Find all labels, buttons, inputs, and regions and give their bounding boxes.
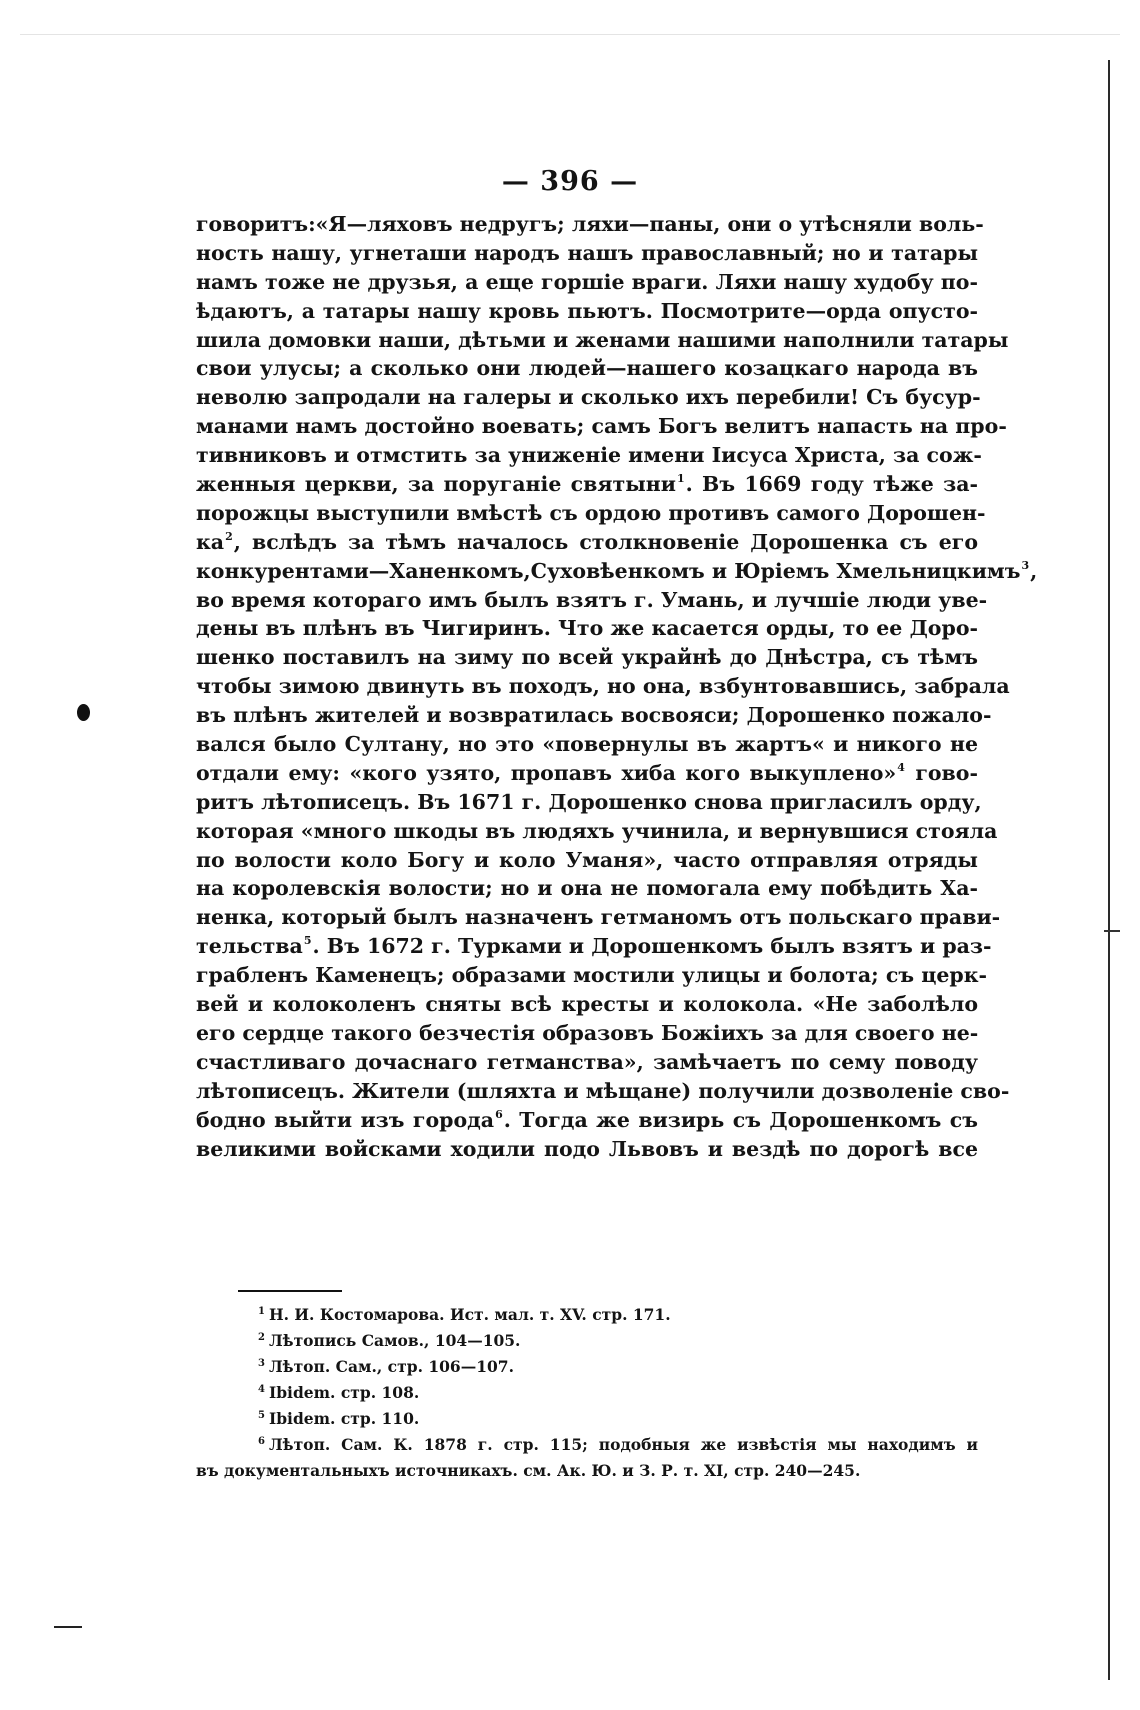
line-text: вался было Султану, но это «повернулы въ жартъ« и никого не xyxy=(196,732,978,757)
footnote-number: 4 xyxy=(258,1384,265,1395)
text-line xyxy=(196,1048,978,1077)
text-line xyxy=(196,903,1001,932)
line-text: тивниковъ и отмстить за униженіе имени Іисуса Христа, за сож- xyxy=(196,443,982,468)
line-text: говоритъ:«Я—ляховъ недругъ; ляхи—паны, они о утѣсняли воль- xyxy=(196,212,984,236)
footnote-number: 2 xyxy=(258,1332,265,1343)
text-line xyxy=(196,643,978,672)
text-line xyxy=(196,990,978,1019)
footnote-continuation: въ документальныхъ источникахъ. см. Ак. Ю. и З. Р. т. XI, стр. 240—245. xyxy=(196,1461,861,1480)
text-line xyxy=(196,470,978,499)
line-text: неволю запродали на галеры и сколько ихъ перебили! Съ бусур- xyxy=(196,385,981,410)
line-text: свои улусы; а сколько они людей—нашего козацкаго народа въ xyxy=(196,356,978,381)
line-text: его сердце такого безчестія образовъ Божіихъ за для своего не- xyxy=(196,1020,979,1045)
footnote-marker: 4 xyxy=(897,760,905,774)
text-line xyxy=(196,412,1007,441)
page-number: — 396 — xyxy=(501,166,639,197)
line-text: ѣдаютъ, а татары нашу кровь пьютъ. Посмотрите—орда опусто- xyxy=(196,298,978,323)
footnote-text: Ibidem. стр. 108. xyxy=(268,1383,420,1402)
text-line xyxy=(196,701,992,730)
text-line xyxy=(196,383,981,412)
line-text: манами намъ достойно воевать; самъ Богъ велитъ напасть на про- xyxy=(196,414,1007,439)
footnote xyxy=(196,1406,978,1432)
footnote xyxy=(196,1328,978,1354)
line-text: по волости коло Богу и коло Уманя», часто отправляя отряды xyxy=(196,847,978,872)
line-text: намъ тоже не друзья, а еще горшіе враги. Ляхи нашу худобу по- xyxy=(196,269,978,294)
line-text: тельства xyxy=(196,934,303,959)
text-line xyxy=(196,759,978,788)
line-text: ненка, который былъ назначенъ гетманомъ отъ польскаго прави- xyxy=(196,905,1001,930)
text-line xyxy=(196,354,978,383)
text-line xyxy=(196,499,986,528)
text-line xyxy=(196,1106,978,1135)
line-text: въ плѣнъ жителей и возвратилась восвояси; Дорошенко пожало- xyxy=(196,703,992,728)
text-line xyxy=(196,788,982,817)
footnote-number: 3 xyxy=(258,1358,265,1369)
line-text: ность нашу, угнеташи народъ нашъ православный; но и татары xyxy=(196,240,978,265)
margin-ink-blot xyxy=(77,704,90,721)
line-text: дены въ плѣнъ въ Чигиринъ. Что же касается орды, то ее Доро- xyxy=(196,616,978,641)
line-text: вей и колоколенъ сняты всѣ кресты и колокола. «Не заболѣло xyxy=(196,992,978,1017)
margin-tick-mark xyxy=(1104,930,1120,932)
text-line xyxy=(196,672,1010,701)
footnote-marker: 2 xyxy=(225,529,233,543)
body-text xyxy=(196,210,1038,1163)
text-line xyxy=(196,528,978,557)
line-text: грабленъ Каменецъ; образами мостили улицы и болота; съ церк- xyxy=(196,963,988,988)
footnote-text: Лѣтоп. Сам. К. 1878 г. стр. 115; подобныя же извѣстія мы находимъ и xyxy=(268,1435,978,1454)
text-line xyxy=(196,586,988,615)
line-text: ритъ лѣтописецъ. Въ 1671 г. Дорошенко снова пригласилъ орду, xyxy=(196,789,982,814)
text-line xyxy=(196,441,982,470)
line-text: которая «много шкоды въ людяхъ учинила, и вернувшися стояла xyxy=(196,818,998,843)
line-text: чтобы зимою двинуть въ походъ, но она, взбунтовавшись, забрала xyxy=(196,674,1010,699)
text-line xyxy=(196,874,978,903)
footnote-marker: 6 xyxy=(495,1107,503,1121)
text-line xyxy=(196,210,984,239)
line-text-after-marker: , xyxy=(1030,558,1038,583)
line-text-after-marker: гово- xyxy=(905,760,978,785)
line-text: великими войсками ходили подо Львовъ и вездѣ по дорогѣ все xyxy=(196,1136,978,1161)
line-text: женныя церкви, за поруганіе святыни xyxy=(196,472,676,497)
line-text: ка xyxy=(196,529,225,554)
footnote-separator xyxy=(238,1290,342,1292)
footnote-marker: 1 xyxy=(676,472,685,486)
footnote-marker: 3 xyxy=(1021,558,1030,572)
text-line xyxy=(196,239,978,268)
text-line xyxy=(196,614,978,643)
footnote-number: 6 xyxy=(258,1436,265,1447)
footnote-number: 5 xyxy=(258,1410,265,1421)
line-text: порожцы выступили вмѣстѣ съ ордою противъ самого Дорошен- xyxy=(196,500,986,525)
line-text: бодно выйти изъ города xyxy=(196,1107,495,1132)
line-text: шила домовки наши, дѣтьми и женами нашими наполнили татары xyxy=(196,327,1009,352)
footnote xyxy=(196,1354,978,1380)
footnote-text: Н. И. Костомарова. Ист. мал. т. XV. стр. 171. xyxy=(268,1305,671,1324)
text-line xyxy=(196,1135,978,1164)
footnote-text: Ibidem. стр. 110. xyxy=(268,1409,420,1428)
text-line xyxy=(196,961,988,990)
text-line xyxy=(196,557,1038,586)
line-text-after-marker: . Въ 1669 году тѣже за- xyxy=(685,472,978,497)
line-text: во время котораго имъ былъ взятъ г. Умань, и лучшіе люди уве- xyxy=(196,587,988,612)
text-line xyxy=(196,1077,1010,1106)
footnote-text: Лѣтопись Самов., 104—105. xyxy=(268,1331,521,1350)
page-top-edge xyxy=(20,34,1120,35)
line-text-after-marker: , вслѣдъ за тѣмъ началось столкновеніе Дорошенка съ его xyxy=(233,529,978,554)
text-line xyxy=(196,932,992,961)
line-text: конкурентами—Ханенкомъ,Суховѣенкомъ и Юріемъ Хмельницкимъ xyxy=(196,558,1021,583)
footnote xyxy=(196,1302,978,1328)
text-line xyxy=(196,268,978,297)
text-line xyxy=(196,297,978,326)
line-text: лѣтописецъ. Жители (шляхта и мѣщане) получили дозволеніе сво- xyxy=(196,1078,1010,1103)
line-text: шенко поставилъ на зиму по всей украйнѣ до Днѣстра, съ тѣмъ xyxy=(196,645,978,670)
footnote-text: Лѣтоп. Сам., стр. 106—107. xyxy=(268,1357,514,1376)
text-line xyxy=(196,817,998,846)
footnote xyxy=(196,1380,978,1406)
footnote-marker: 5 xyxy=(303,934,312,948)
footnotes xyxy=(196,1302,978,1484)
line-text: отдали ему: «кого узято, пропавъ хиба кого выкуплено» xyxy=(196,760,897,785)
line-text-after-marker: . Тогда же визирь съ Дорошенкомъ съ xyxy=(503,1107,978,1132)
footnote xyxy=(196,1432,978,1458)
margin-dash-mark xyxy=(54,1626,82,1628)
line-text-after-marker: . Въ 1672 г. Турками и Дорошенкомъ былъ взятъ и раз- xyxy=(312,934,992,959)
page-right-edge xyxy=(1108,60,1110,1680)
line-text: счастливаго дочаснаго гетманства», замѣчаетъ по сему поводу xyxy=(196,1049,978,1074)
text-line xyxy=(196,326,1009,355)
line-text: на королевскія волости; но и она не помогала ему побѣдить Ха- xyxy=(196,876,978,901)
text-line xyxy=(196,1019,978,1048)
footnote-number: 1 xyxy=(258,1306,265,1317)
text-line xyxy=(196,846,978,875)
text-line xyxy=(196,730,978,759)
